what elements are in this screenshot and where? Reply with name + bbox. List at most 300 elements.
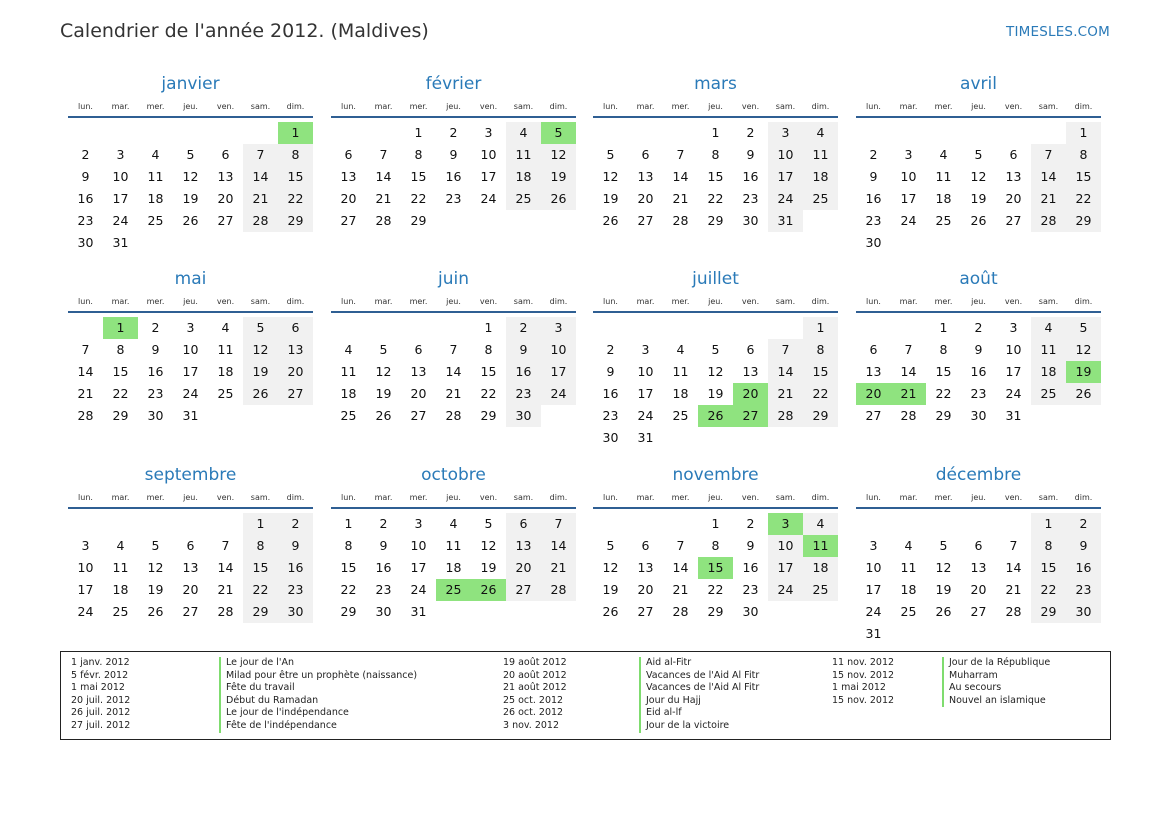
day-cell: 19	[182, 191, 199, 206]
empty-day-cell	[208, 122, 243, 144]
weekend-day-cell: 24	[541, 383, 576, 405]
weekday-label: dim.	[286, 102, 305, 111]
weekend-day-cell: 6	[278, 317, 313, 339]
holiday-day-cell: 3	[768, 513, 803, 535]
week-row	[593, 405, 838, 427]
empty-day-cell	[471, 601, 506, 623]
weekend-day-cell: 5	[243, 317, 278, 339]
day-cell: 17	[112, 191, 129, 206]
day-cell: 20	[410, 386, 427, 401]
day-cell: 29	[340, 604, 357, 619]
holiday-names-column	[639, 657, 759, 733]
week-row	[856, 317, 1101, 339]
month-name: août	[959, 269, 998, 289]
week-row	[856, 513, 1101, 535]
empty-day-cell	[961, 122, 996, 144]
weekend-day-cell: 30	[506, 405, 541, 427]
day-cell: 2	[151, 320, 160, 335]
day-cell: 26	[182, 213, 199, 228]
day-cell: 29	[707, 213, 724, 228]
weekday-label: ven.	[479, 297, 498, 306]
weekend-day-cell: 5	[1066, 317, 1101, 339]
weekday-label: dim.	[1074, 102, 1093, 111]
day-cell: 30	[865, 235, 882, 250]
weekend-day-cell: 16	[506, 361, 541, 383]
holiday-name: Fête de l'indépendance	[219, 720, 417, 733]
empty-day-cell	[471, 210, 506, 232]
holiday-day-cell: 26	[698, 405, 733, 427]
day-cell: 21	[77, 386, 94, 401]
weekday-label: ven.	[1004, 297, 1023, 306]
weekday-label: lun.	[866, 493, 881, 502]
day-cell: 27	[1005, 213, 1022, 228]
day-cell: 10	[77, 560, 94, 575]
day-cell: 10	[1005, 342, 1022, 357]
day-cell: 16	[147, 364, 164, 379]
day-cell: 14	[375, 169, 392, 184]
weekday-label: mer.	[409, 493, 428, 502]
day-cell: 9	[449, 147, 458, 162]
day-cell: 8	[711, 147, 720, 162]
week-row	[856, 122, 1101, 144]
weekend-day-cell: 16	[1066, 557, 1101, 579]
weekday-label: lun.	[603, 493, 618, 502]
day-cell: 31	[410, 604, 427, 619]
day-cell: 14	[217, 560, 234, 575]
weekday-label: jeu.	[971, 297, 986, 306]
holiday-date: 26 juil. 2012	[71, 707, 131, 719]
day-cell: 29	[112, 408, 129, 423]
day-cell: 5	[379, 342, 388, 357]
week-row	[856, 383, 1101, 405]
empty-day-cell	[803, 601, 838, 623]
holiday-name: Jour de la victoire	[639, 720, 759, 733]
weekend-day-cell: 21	[768, 383, 803, 405]
day-cell: 3	[186, 320, 195, 335]
weekend-day-cell: 8	[243, 535, 278, 557]
day-cell: 23	[742, 191, 759, 206]
weekend-day-cell: 16	[278, 557, 313, 579]
day-cell: 23	[77, 213, 94, 228]
empty-day-cell	[68, 513, 103, 535]
weekday-label: sam.	[775, 493, 796, 502]
empty-day-cell	[103, 513, 138, 535]
empty-day-cell	[961, 513, 996, 535]
day-cell: 27	[410, 408, 427, 423]
empty-day-cell	[506, 210, 541, 232]
day-cell: 6	[869, 342, 878, 357]
day-cell: 2	[81, 147, 90, 162]
day-cell: 2	[746, 516, 755, 531]
day-cell: 26	[375, 408, 392, 423]
week-row	[856, 361, 1101, 383]
week-row	[856, 535, 1101, 557]
day-cell: 29	[935, 408, 952, 423]
day-cell: 28	[1005, 604, 1022, 619]
weekend-day-cell: 15	[278, 166, 313, 188]
empty-day-cell	[173, 122, 208, 144]
day-cell: 14	[77, 364, 94, 379]
weekday-label: jeu.	[708, 102, 723, 111]
holiday-names-column	[942, 657, 1050, 707]
week-row	[68, 361, 313, 383]
weekday-label: jeu.	[446, 102, 461, 111]
empty-day-cell	[891, 232, 926, 254]
weekend-day-cell: 26	[541, 188, 576, 210]
day-cell: 11	[147, 169, 164, 184]
weekday-label: mar.	[636, 493, 655, 502]
day-cell: 11	[672, 364, 689, 379]
month-12	[856, 463, 1101, 645]
holiday-date: 11 nov. 2012	[832, 657, 895, 668]
empty-day-cell	[243, 232, 278, 254]
day-cell: 15	[480, 364, 497, 379]
holiday-date: 1 mai 2012	[71, 682, 125, 694]
day-cell: 13	[410, 364, 427, 379]
weekday-label: ven.	[479, 493, 498, 502]
empty-day-cell	[996, 232, 1031, 254]
weekday-label: jeu.	[183, 297, 198, 306]
week-row	[68, 210, 313, 232]
week-row	[593, 339, 838, 361]
week-row	[331, 557, 576, 579]
month-9	[68, 463, 313, 623]
holiday-name: Eid al-lf	[639, 707, 759, 720]
day-cell: 6	[974, 538, 983, 553]
week-row	[856, 557, 1101, 579]
day-cell: 14	[1005, 560, 1022, 575]
day-cell: 28	[445, 408, 462, 423]
holiday-day-cell: 19	[1066, 361, 1101, 383]
day-cell: 24	[112, 213, 129, 228]
day-cell: 1	[939, 320, 948, 335]
holiday-date: 5 févr. 2012	[71, 669, 129, 681]
weekend-day-cell: 15	[1066, 166, 1101, 188]
day-cell: 4	[116, 538, 125, 553]
day-cell: 20	[637, 191, 654, 206]
month-name: février	[425, 74, 482, 94]
week-row	[331, 405, 576, 427]
weekend-day-cell: 7	[768, 339, 803, 361]
day-cell: 20	[340, 191, 357, 206]
weekend-day-cell: 25	[506, 188, 541, 210]
day-cell: 20	[637, 582, 654, 597]
day-cell: 16	[445, 169, 462, 184]
day-cell: 6	[186, 538, 195, 553]
day-cell: 16	[970, 364, 987, 379]
day-cell: 8	[711, 538, 720, 553]
day-cell: 11	[445, 538, 462, 553]
day-cell: 31	[1005, 408, 1022, 423]
empty-day-cell	[926, 122, 961, 144]
week-row	[593, 601, 838, 623]
empty-day-cell	[856, 317, 891, 339]
day-cell: 17	[182, 364, 199, 379]
weekend-day-cell: 4	[1031, 317, 1066, 339]
day-cell: 27	[637, 213, 654, 228]
week-row	[331, 317, 576, 339]
day-cell: 13	[340, 169, 357, 184]
week-row	[593, 579, 838, 601]
weekday-label: ven.	[1004, 102, 1023, 111]
week-row	[68, 232, 313, 254]
weekend-day-cell: 22	[278, 188, 313, 210]
empty-day-cell	[331, 317, 366, 339]
weekday-label: dim.	[811, 102, 830, 111]
day-cell: 12	[480, 538, 497, 553]
site-link[interactable]: TIMESLES.COM	[1006, 24, 1110, 40]
holiday-name: Milad pour être un prophète (naissance)	[219, 670, 417, 683]
weekend-day-cell: 18	[803, 166, 838, 188]
weekday-label: mer.	[146, 297, 165, 306]
weekend-day-cell: 29	[243, 601, 278, 623]
holiday-date: 1 janv. 2012	[71, 657, 130, 668]
day-cell: 6	[641, 147, 650, 162]
day-cell: 20	[182, 582, 199, 597]
week-row	[68, 317, 313, 339]
day-cell: 19	[602, 191, 619, 206]
day-cell: 9	[379, 538, 388, 553]
day-cell: 26	[935, 604, 952, 619]
weekend-day-cell: 27	[506, 579, 541, 601]
weekend-day-cell: 25	[803, 579, 838, 601]
weekend-day-cell: 4	[803, 513, 838, 535]
day-cell: 11	[217, 342, 234, 357]
day-cell: 13	[637, 169, 654, 184]
weekend-day-cell: 13	[506, 535, 541, 557]
day-cell: 26	[602, 213, 619, 228]
weekday-label: sam.	[250, 297, 271, 306]
day-cell: 13	[637, 560, 654, 575]
empty-day-cell	[891, 317, 926, 339]
day-cell: 24	[1005, 386, 1022, 401]
day-cell: 5	[606, 538, 615, 553]
day-cell: 29	[480, 408, 497, 423]
weekday-label: mar.	[899, 493, 918, 502]
weekend-day-cell: 28	[768, 405, 803, 427]
empty-day-cell	[68, 122, 103, 144]
weekday-label: ven.	[741, 493, 760, 502]
day-cell: 11	[340, 364, 357, 379]
weekday-label: lun.	[341, 102, 356, 111]
day-cell: 13	[217, 169, 234, 184]
empty-day-cell	[173, 513, 208, 535]
empty-day-cell	[68, 317, 103, 339]
weekday-label: dim.	[811, 297, 830, 306]
day-cell: 9	[746, 538, 755, 553]
weekday-label: jeu.	[446, 493, 461, 502]
day-cell: 24	[480, 191, 497, 206]
day-cell: 28	[672, 213, 689, 228]
weekday-header	[856, 295, 1101, 313]
day-cell: 23	[970, 386, 987, 401]
empty-day-cell	[628, 317, 663, 339]
week-row	[593, 122, 838, 144]
weekend-day-cell: 29	[1066, 210, 1101, 232]
holiday-day-cell: 21	[891, 383, 926, 405]
weekday-label: lun.	[78, 297, 93, 306]
weekend-day-cell: 14	[768, 361, 803, 383]
week-row	[331, 166, 576, 188]
empty-day-cell	[1031, 405, 1066, 427]
weekend-day-cell: 14	[541, 535, 576, 557]
day-cell: 28	[672, 604, 689, 619]
day-cell: 3	[484, 125, 493, 140]
week-row	[68, 188, 313, 210]
weekday-label: mar.	[111, 102, 130, 111]
day-cell: 25	[217, 386, 234, 401]
month-11	[593, 463, 838, 623]
day-cell: 17	[77, 582, 94, 597]
day-cell: 15	[340, 560, 357, 575]
week-row	[593, 361, 838, 383]
week-row	[68, 579, 313, 601]
empty-day-cell	[803, 210, 838, 232]
day-cell: 18	[935, 191, 952, 206]
day-cell: 24	[77, 604, 94, 619]
month-name: décembre	[935, 465, 1022, 485]
day-cell: 25	[935, 213, 952, 228]
holiday-day-cell: 20	[733, 383, 768, 405]
weekend-day-cell: 28	[541, 579, 576, 601]
weekday-label: mar.	[374, 493, 393, 502]
day-cell: 7	[676, 147, 685, 162]
weekend-day-cell: 23	[1066, 579, 1101, 601]
day-cell: 22	[112, 386, 129, 401]
month-7	[593, 267, 838, 449]
day-cell: 30	[375, 604, 392, 619]
weekday-label: ven.	[216, 102, 235, 111]
day-cell: 18	[340, 386, 357, 401]
holiday-day-cell: 20	[856, 383, 891, 405]
empty-day-cell	[138, 232, 173, 254]
empty-day-cell	[891, 623, 926, 645]
day-cell: 22	[480, 386, 497, 401]
day-cell: 16	[77, 191, 94, 206]
weekday-header	[593, 295, 838, 313]
week-row	[68, 122, 313, 144]
weekday-label: lun.	[78, 102, 93, 111]
holiday-day-cell: 25	[436, 579, 471, 601]
weekend-day-cell: 15	[243, 557, 278, 579]
day-cell: 24	[637, 408, 654, 423]
week-row	[856, 210, 1101, 232]
weekend-day-cell: 21	[1031, 188, 1066, 210]
empty-day-cell	[926, 623, 961, 645]
month-name: mai	[174, 269, 207, 289]
day-cell: 28	[375, 213, 392, 228]
empty-day-cell	[541, 405, 576, 427]
weekend-day-cell: 21	[541, 557, 576, 579]
day-cell: 2	[606, 342, 615, 357]
weekday-label: dim.	[549, 297, 568, 306]
weekday-label: jeu.	[708, 493, 723, 502]
weekday-label: mer.	[671, 102, 690, 111]
weekend-day-cell: 27	[278, 383, 313, 405]
weekend-day-cell: 25	[1031, 383, 1066, 405]
empty-day-cell	[803, 427, 838, 449]
weekend-day-cell: 18	[1031, 361, 1066, 383]
weekday-header	[593, 100, 838, 118]
day-cell: 23	[375, 582, 392, 597]
month-6	[331, 267, 576, 427]
weekday-label: sam.	[513, 493, 534, 502]
day-cell: 23	[445, 191, 462, 206]
day-cell: 10	[900, 169, 917, 184]
weekend-day-cell: 9	[506, 339, 541, 361]
empty-day-cell	[663, 513, 698, 535]
empty-day-cell	[663, 427, 698, 449]
weekday-label: mar.	[374, 297, 393, 306]
day-cell: 16	[742, 560, 759, 575]
day-cell: 27	[637, 604, 654, 619]
day-cell: 25	[672, 408, 689, 423]
day-cell: 19	[375, 386, 392, 401]
holiday-name: Fête du travail	[219, 682, 417, 695]
holiday-date: 1 mai 2012	[832, 682, 886, 694]
day-cell: 12	[182, 169, 199, 184]
week-row	[856, 339, 1101, 361]
weekend-day-cell: 9	[1066, 535, 1101, 557]
holiday-name: Jour de la République	[942, 657, 1050, 670]
week-row	[593, 557, 838, 579]
empty-day-cell	[436, 601, 471, 623]
weekday-label: lun.	[341, 493, 356, 502]
week-row	[593, 513, 838, 535]
empty-day-cell	[768, 427, 803, 449]
weekend-day-cell: 12	[243, 339, 278, 361]
day-cell: 19	[480, 560, 497, 575]
holiday-day-cell: 5	[541, 122, 576, 144]
day-cell: 14	[672, 169, 689, 184]
day-cell: 21	[672, 582, 689, 597]
weekend-day-cell: 31	[768, 210, 803, 232]
empty-day-cell	[138, 513, 173, 535]
week-row	[856, 144, 1101, 166]
empty-day-cell	[733, 317, 768, 339]
day-cell: 20	[970, 582, 987, 597]
weekend-day-cell: 7	[1031, 144, 1066, 166]
day-cell: 10	[637, 364, 654, 379]
week-row	[593, 383, 838, 405]
empty-day-cell	[891, 122, 926, 144]
weekday-label: mer.	[671, 297, 690, 306]
day-cell: 18	[217, 364, 234, 379]
weekend-day-cell: 29	[803, 405, 838, 427]
weekday-header	[68, 295, 313, 313]
day-cell: 30	[742, 213, 759, 228]
day-cell: 15	[935, 364, 952, 379]
day-cell: 11	[900, 560, 917, 575]
holiday-date: 15 nov. 2012	[832, 669, 895, 681]
week-row	[593, 317, 838, 339]
weekend-day-cell: 4	[803, 122, 838, 144]
week-row	[593, 166, 838, 188]
holiday-name: Jour du Hajj	[639, 695, 759, 708]
day-cell: 14	[672, 560, 689, 575]
day-cell: 13	[1005, 169, 1022, 184]
week-row	[331, 513, 576, 535]
holiday-date: 19 août 2012	[503, 657, 567, 668]
weekend-day-cell: 10	[768, 144, 803, 166]
weekday-label: sam.	[250, 102, 271, 111]
weekday-label: sam.	[513, 102, 534, 111]
week-row	[331, 339, 576, 361]
day-cell: 19	[935, 582, 952, 597]
day-cell: 29	[707, 604, 724, 619]
weekend-day-cell: 26	[243, 383, 278, 405]
day-cell: 7	[221, 538, 230, 553]
